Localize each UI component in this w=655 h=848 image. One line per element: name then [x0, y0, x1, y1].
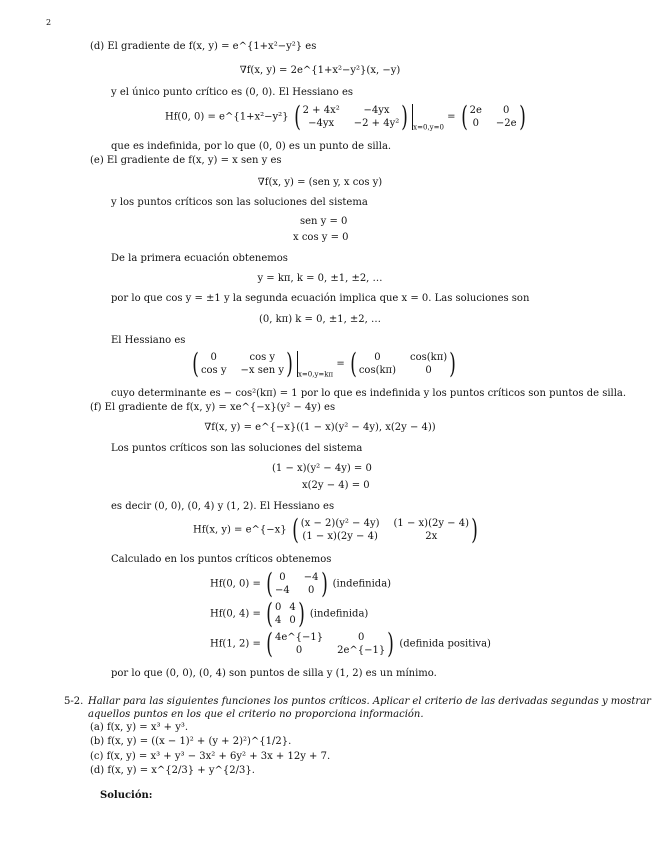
- matrix-cell: (1 − x)(2y − 4): [393, 517, 469, 529]
- f-system-2: x(2y − 4) = 0: [302, 480, 370, 491]
- d-hessian-equation: Hf(0, 0) = e^{1+x²−y²} ( 2 + 4x² −4yx −4yx −2 + 4y² ) $_{x=0,y=0}$ = ( 2e 0 0 −2e ): [165, 103, 528, 132]
- e-critical-text: y los puntos críticos son las soluciones del sistema: [111, 197, 368, 208]
- matrix-cell: (x − 2)(y² − 4y): [300, 517, 380, 529]
- matrix-cell: 4e^{−1}: [275, 631, 324, 643]
- e-hessian-title: El Hessiano es: [111, 335, 186, 346]
- matrix-cell: 0: [307, 584, 315, 596]
- problem-item-c: (c) f(x, y) = x³ + y³ − 3x² + 6y² + 3x + 12y + 7.: [90, 751, 331, 762]
- hessian-matrix: ( 4e^{−1} 0 0 2e^{−1} ): [266, 627, 394, 660]
- matrix-cell: −2e: [495, 117, 517, 129]
- e-hessian-equation: ( 0 cos y cos y −x sen y ) $_{x=0,y=k\pi}$ = ( 0 cos(kπ) cos(kπ) 0 ): [190, 350, 458, 379]
- hessian-matrix: ( 0 4 4 0 ): [266, 597, 305, 630]
- matrix-cell: 2e^{−1}: [337, 644, 386, 656]
- problem-text-1: Hallar para las siguientes funciones los puntos críticos. Aplicar el criterio de las derivadas segundas y mostrar: [88, 696, 651, 707]
- matrix-cell: cos(kπ): [358, 364, 397, 376]
- matrix-cell: −4yx: [308, 117, 335, 129]
- e-gradient: ∇f(x, y) = (sen y, x cos y): [257, 177, 383, 188]
- matrix-cell: 0: [374, 351, 381, 363]
- matrix-cell: −4: [303, 571, 319, 583]
- f-hessian-lhs: Hf(x, y) = e^{−x}: [193, 524, 287, 536]
- e-hessian-matrix: ( 0 cos y cos y −x sen y ): [192, 347, 293, 380]
- matrix-cell: cos y: [200, 364, 227, 376]
- d-hessian-result: ( 2e 0 0 −2e ): [460, 100, 526, 133]
- problem-item-a: (a) f(x, y) = x³ + y³.: [90, 722, 189, 733]
- f-conclusion: por lo que (0, 0), (0, 4) son puntos de silla y (1, 2) es un mínimo.: [111, 668, 437, 679]
- f-calc-text: Calculado en los puntos críticos obtenemos: [111, 554, 332, 565]
- f-hessian-04: [210, 597, 369, 630]
- matrix-cell: 2x: [425, 530, 438, 542]
- f-hessian-00: [210, 567, 392, 600]
- d-hessian-lhs: Hf(0, 0) = e^{1+x²−y²}: [165, 111, 289, 123]
- f-system-1: (1 − x)(y² − 4y) = 0: [272, 463, 372, 474]
- f-hessian-matrix: ( (x − 2)(y² − 4y) (1 − x)(2y − 4) (1 − x)(2y − 4) 2x ): [292, 513, 478, 546]
- matrix-cell: −4: [275, 584, 290, 596]
- matrix-cell: 0: [279, 571, 286, 583]
- d-intro: (d) El gradiente de f(x, y) = e^{1+x²−y²} es: [90, 41, 317, 52]
- f-gradient: ∇f(x, y) = e^{−x}((1 − x)(y² − 4y), x(2y − 4)): [204, 422, 436, 433]
- e-conclusion: cuyo determinante es − cos²(kπ) = 1 por lo que es indefinida y los puntos críticos son puntos de silla.: [111, 388, 627, 399]
- e-system-2: x cos y = 0: [293, 232, 349, 243]
- e-eval-point: x=0,y=kπ: [297, 370, 334, 379]
- f-hessian-12: [210, 627, 491, 660]
- problem-number: 5-2.: [64, 696, 84, 707]
- hessian-lhs: Hf(0, 0) =: [210, 578, 261, 590]
- hessian-note: (indefinida): [309, 608, 369, 620]
- problem-item-d: (d) f(x, y) = x^{2/3} + y^{2/3}.: [90, 765, 255, 776]
- matrix-cell: 0: [210, 351, 217, 363]
- matrix-cell: 0: [295, 644, 303, 656]
- e-intro: (e) El gradiente de f(x, y) = x sen y es: [90, 155, 282, 166]
- f-intro: (f) El gradiente de f(x, y) = xe^{−x}(y² − 4y) es: [90, 402, 336, 413]
- d-conclusion: que es indefinida, por lo que (0, 0) es un punto de silla.: [111, 141, 392, 152]
- matrix-cell: 4: [275, 614, 282, 626]
- e-hessian-result: ( 0 cos(kπ) cos(kπ) 0 ): [350, 347, 456, 380]
- problem-text-2: aquellos puntos en los que el criterio no proporciona información.: [88, 709, 424, 720]
- problem-item-b: (b) f(x, y) = ((x − 1)² + (y + 2)²)^{1/2}.: [90, 736, 292, 747]
- matrix-cell: cos(kπ): [410, 351, 448, 363]
- matrix-cell: (1 − x)(2y − 4): [302, 530, 378, 542]
- matrix-cell: 0: [425, 364, 432, 376]
- matrix-cell: −4yx: [363, 104, 390, 116]
- solution-heading: Solución:: [100, 790, 153, 801]
- matrix-cell: 2e: [469, 104, 482, 116]
- matrix-cell: 0: [358, 631, 365, 643]
- hessian-note: (indefinida): [332, 578, 392, 590]
- d-hessian-matrix: ( 2 + 4x² −4yx −4yx −2 + 4y² ): [293, 100, 408, 133]
- matrix-cell: 2 + 4x²: [302, 104, 340, 116]
- matrix-cell: cos y: [249, 351, 276, 363]
- matrix-cell: −2 + 4y²: [353, 117, 400, 129]
- d-gradient: ∇f(x, y) = 2e^{1+x²−y²}(x, −y): [239, 65, 401, 76]
- d-critical-text: y el único punto crítico es (0, 0). El Hessiano es: [111, 87, 353, 98]
- hessian-note: (definida positiva): [399, 638, 491, 650]
- e-solution-1: y = kπ, k = 0, ±1, ±2, …: [257, 273, 383, 284]
- hessian-lhs: Hf(0, 4) =: [210, 608, 261, 620]
- matrix-cell: 0: [503, 104, 510, 116]
- matrix-cell: 0: [289, 614, 296, 626]
- matrix-cell: 0: [472, 117, 479, 129]
- hessian-lhs: Hf(1, 2) =: [210, 638, 261, 650]
- e-first-eq-text: De la primera ecuación obtenemos: [111, 253, 288, 264]
- hessian-matrix: ( 0 −4 −4 0 ): [266, 567, 328, 600]
- e-solution-2: (0, kπ) k = 0, ±1, ±2, …: [258, 314, 382, 325]
- matrix-cell: −x sen y: [240, 364, 285, 376]
- e-second-eq-text: por lo que cos y = ±1 y la segunda ecuación implica que x = 0. Las soluciones son: [111, 293, 530, 304]
- f-hessian-equation: [193, 513, 480, 546]
- matrix-cell: 0: [275, 601, 282, 613]
- e-system-1: sen y = 0: [300, 216, 348, 227]
- page-number: 2: [46, 18, 52, 27]
- d-eval-point: x=0,y=0: [413, 123, 444, 132]
- f-critical-text: Los puntos críticos son las soluciones del sistema: [111, 443, 363, 454]
- matrix-cell: 4: [289, 601, 296, 613]
- f-points-text: es decir (0, 0), (0, 4) y (1, 2). El Hessiano es: [111, 501, 335, 512]
